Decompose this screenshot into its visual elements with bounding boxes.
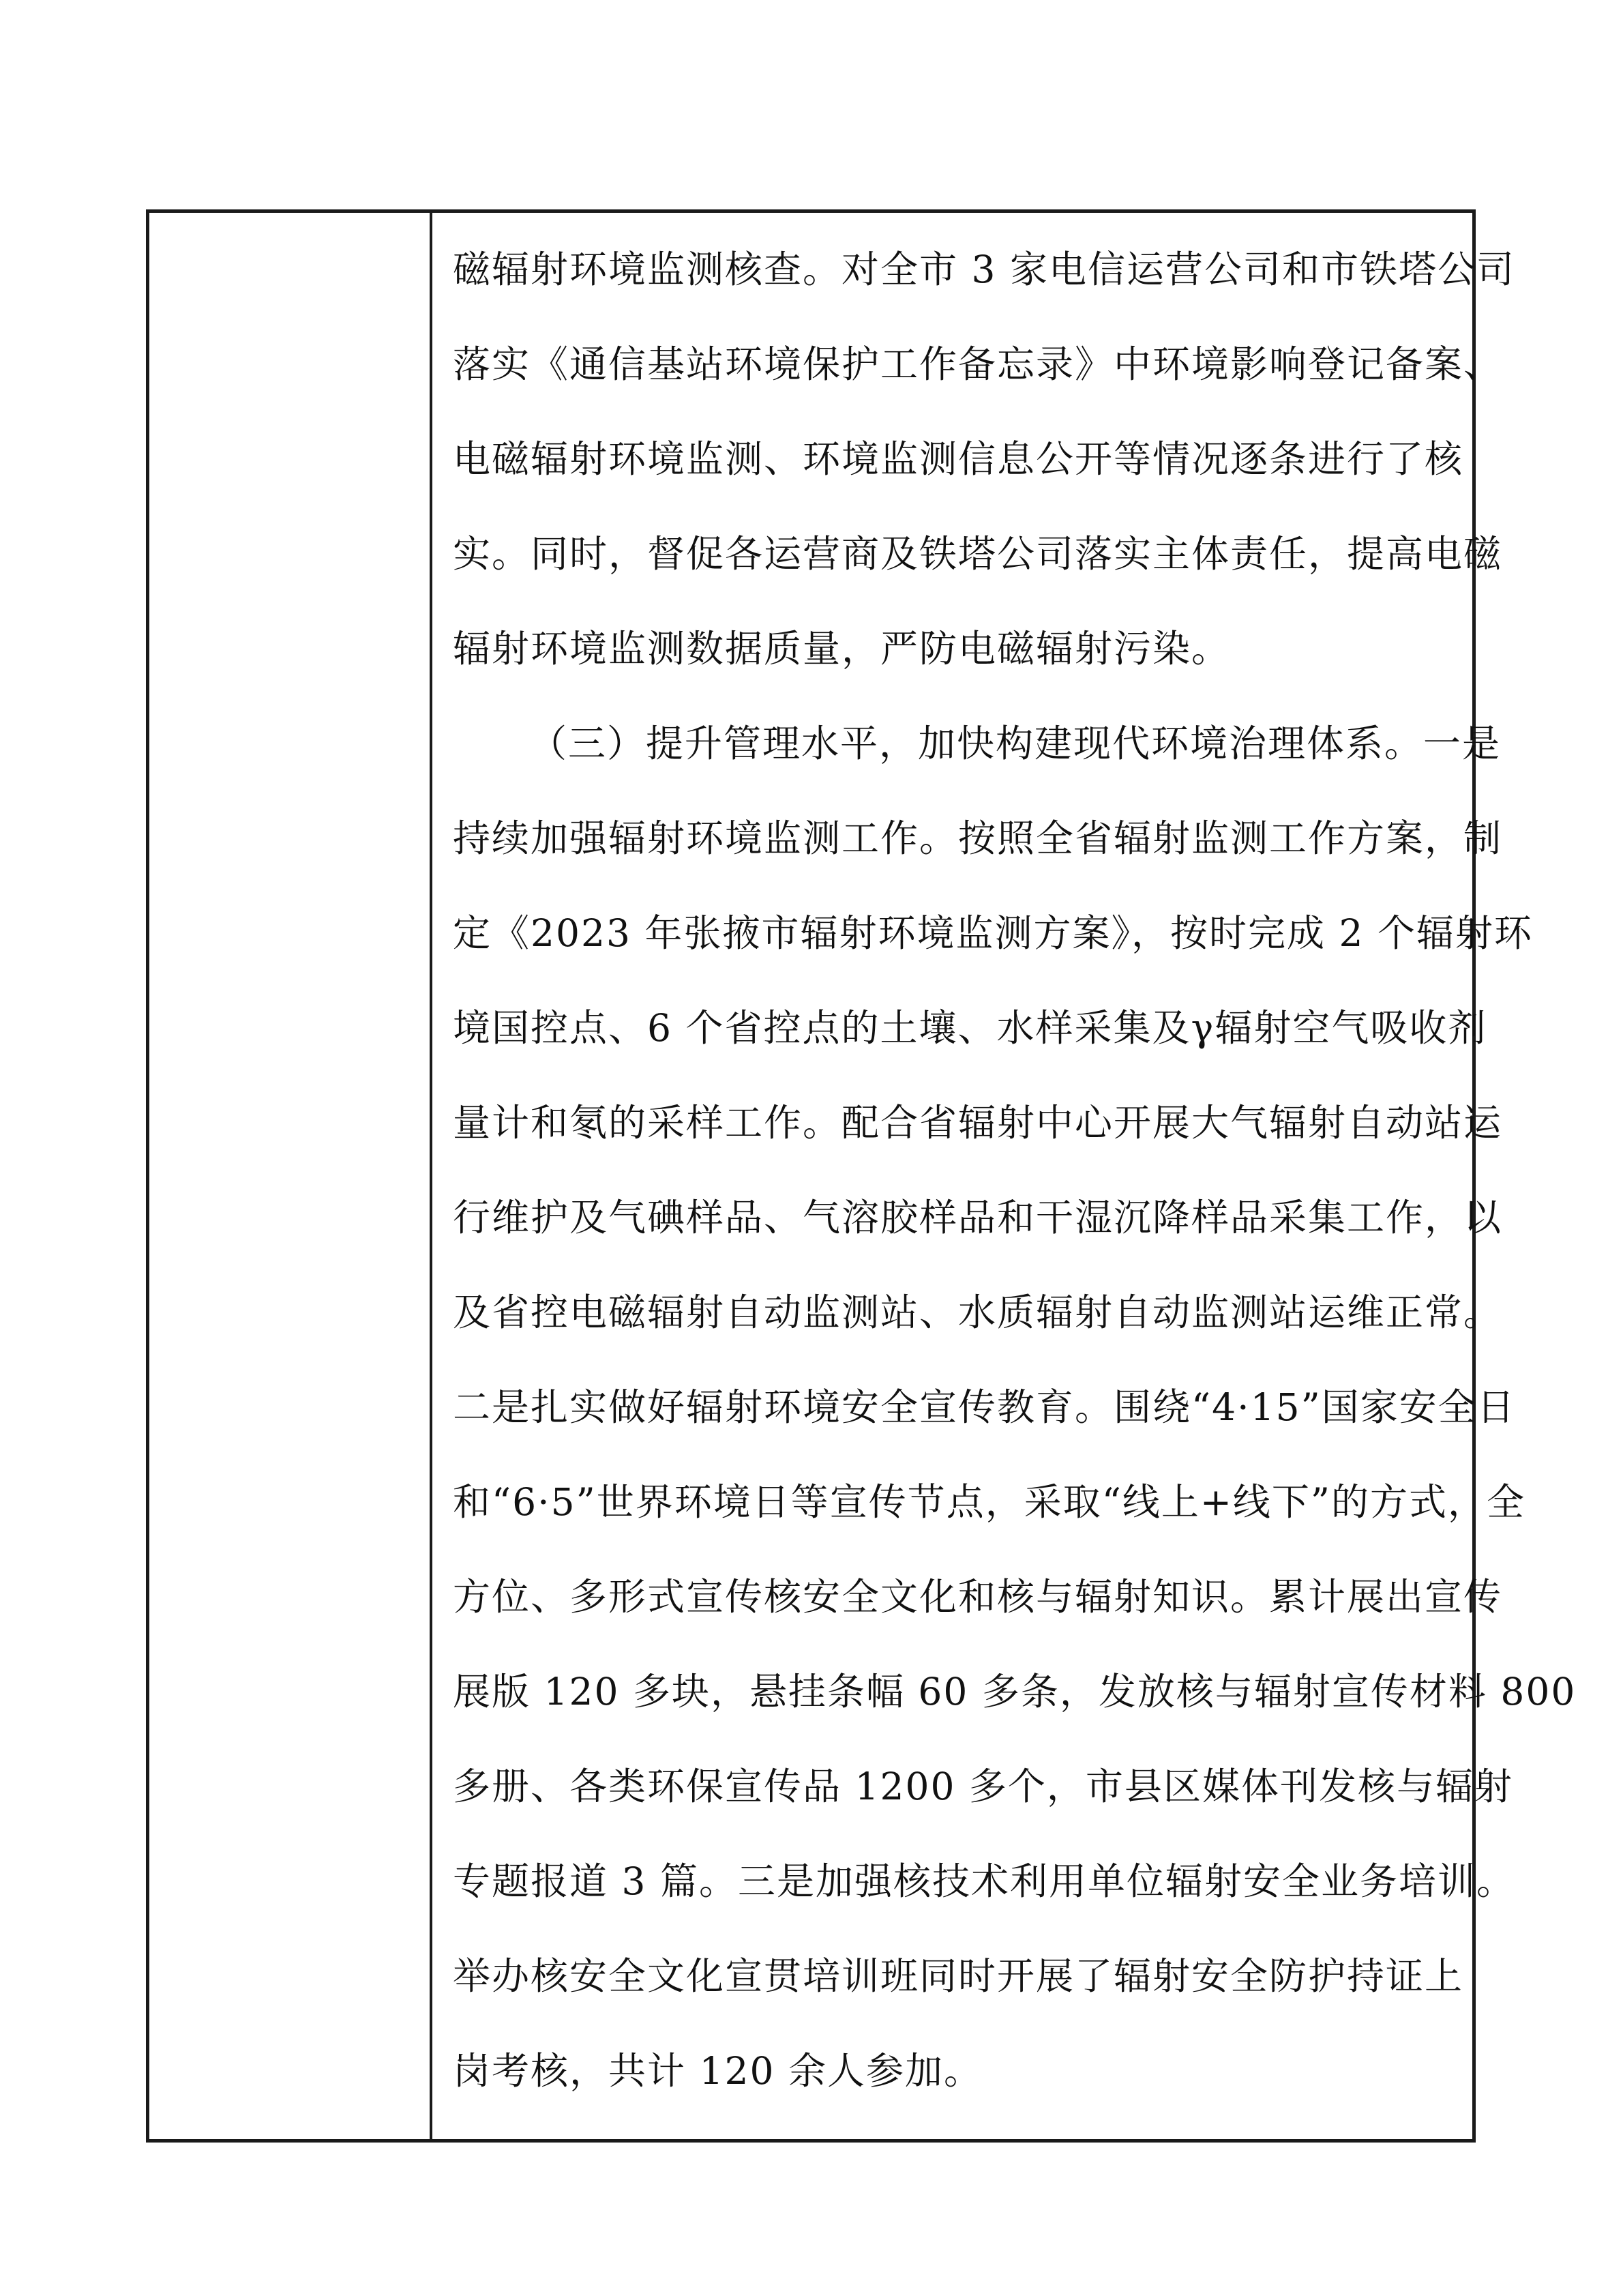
text-line-19: 举办核安全文化宣贯培训班同时开展了辐射安全防护持证上 [453, 1954, 1464, 1998]
text-line-14: 和“6·5”世界环境日等宣传节点，采取“线上+线下”的方式，全 [453, 1480, 1526, 1524]
text-line-20: 岗考核，共计 120 余人参加。 [453, 2049, 983, 2093]
text-line-4: 实。同时，督促各运营商及铁塔公司落实主体责任，提高电磁 [453, 532, 1503, 576]
text-line-18: 专题报道 3 篇。三是加强核技术利用单位辐射安全业务培训。 [453, 1859, 1515, 1903]
column-divider [430, 209, 432, 2143]
text-line-15: 方位、多形式宣传核安全文化和核与辐射知识。累计展出宣传 [453, 1575, 1503, 1619]
table-content-cell [453, 232, 1577, 2128]
text-line-13: 二是扎实做好辐射环境安全宣传教育。围绕“4·15”国家安全日 [453, 1385, 1516, 1429]
text-line-7: 持续加强辐射环境监测工作。按照全省辐射监测工作方案，制 [453, 816, 1503, 860]
text-line-9: 境国控点、6 个省控点的土壤、水样采集及γ辐射空气吸收剂 [453, 1006, 1487, 1050]
text-line-2: 落实《通信基站环境保护工作备忘录》中环境影响登记备案、 [453, 342, 1503, 386]
text-line-16: 展版 120 多块，悬挂条幅 60 多条，发放核与辐射宣传材料 800 [453, 1670, 1577, 1713]
text-line-11: 行维护及气碘样品、气溶胶样品和干湿沉降样品采集工作，以 [453, 1196, 1503, 1239]
text-line-6: （三）提升管理水平，加快构建现代环境治理体系。一是 [529, 722, 1502, 765]
text-line-12: 及省控电磁辐射自动监测站、水质辐射自动监测站运维正常。 [453, 1291, 1503, 1334]
text-line-3: 电磁辐射环境监测、环境监测信息公开等情况逐条进行了核 [453, 437, 1464, 481]
text-line-1: 磁辐射环境监测核查。对全市 3 家电信运营公司和市铁塔公司 [453, 248, 1515, 291]
text-line-8: 定《2023 年张掖市辐射环境监测方案》，按时完成 2 个辐射环 [453, 911, 1533, 955]
text-line-5: 辐射环境监测数据质量，严防电磁辐射污染。 [453, 627, 1231, 671]
text-line-17: 多册、各类环保宣传品 1200 多个，市县区媒体刊发核与辐射 [453, 1765, 1513, 1808]
text-line-10: 量计和氡的采样工作。配合省辐射中心开展大气辐射自动站运 [453, 1101, 1503, 1145]
